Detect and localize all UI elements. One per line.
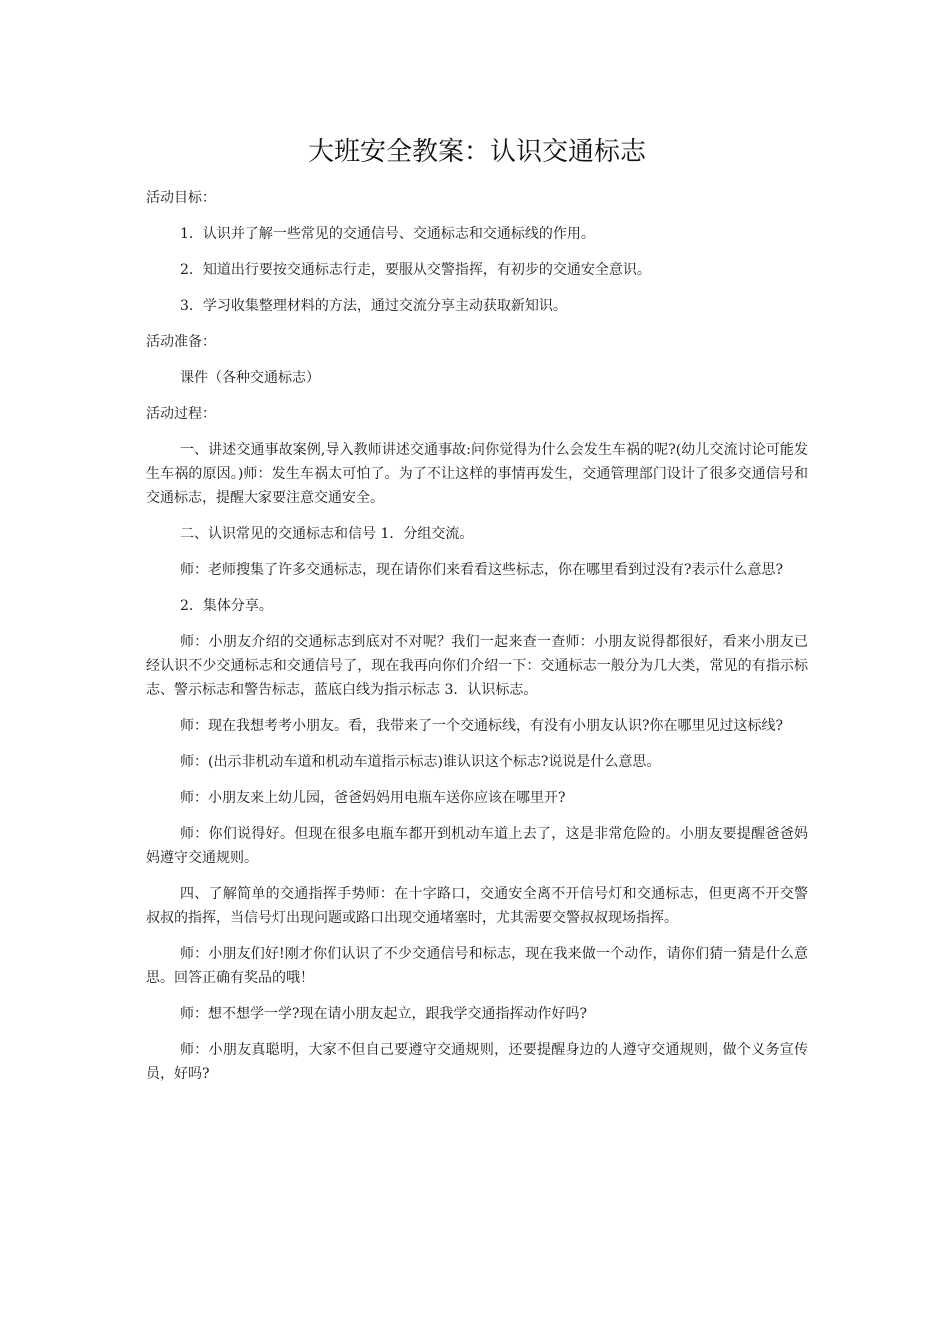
paragraph: 师：老师搜集了许多交通标志，现在请你们来看看这些标志，你在哪里看到过没有?表示什么意思? xyxy=(180,562,784,578)
paragraph: 师：(出示非机动车道和机动车道指示标志)谁认识这个标志?说说是什么意思。 xyxy=(180,754,661,770)
paragraph: 二、认识常见的交通标志和信号 1．分组交流。 xyxy=(180,526,474,542)
paragraph: 2．集体分享。 xyxy=(180,598,273,614)
paragraph: 师：小朋友们好!刚才你们认识了不少交通信号和标志，现在我来做一个动作，请你们猜一猜是什么意思。回答正确有奖品的哦！ xyxy=(146,946,808,986)
section-heading: 活动准备： xyxy=(146,334,216,350)
paragraph: 1．认识并了解一些常见的交通信号、交通标志和交通标线的作用。 xyxy=(180,226,595,242)
paragraph: 师：现在我想考考小朋友。看，我带来了一个交通标线，有没有小朋友认识?你在哪里见过这标线? xyxy=(180,718,784,734)
paragraph: 四、了解简单的交通指挥手势师：在十字路口，交通安全离不开信号灯和交通标志，但更离不开交警叔叔的指挥，当信号灯出现问题或路口出现交通堵塞时，尤其需要交警叔叔现场指挥。 xyxy=(146,886,808,926)
paragraph: 师：小朋友来上幼儿园，爸爸妈妈用电瓶车送你应该在哪里开? xyxy=(180,790,566,806)
paragraph: 2．知道出行要按交通标志行走，要服从交警指挥，有初步的交通安全意识。 xyxy=(180,262,651,278)
document-body xyxy=(146,186,808,1086)
paragraph: 师：想不想学一学?现在请小朋友起立，跟我学交通指挥动作好吗? xyxy=(180,1006,588,1022)
section-heading: 活动过程： xyxy=(146,406,216,422)
paragraph: 3．学习收集整理材料的方法，通过交流分享主动获取新知识。 xyxy=(180,298,567,314)
document-title: 大班安全教案：认识交通标志 xyxy=(307,137,646,167)
section-heading: 活动目标： xyxy=(146,190,216,206)
paragraph: 一、讲述交通事故案例,导入教师讲述交通事故:问你觉得为什么会发生车祸的呢?(幼儿交流讨论可能发生车祸的原因。)师：发生车祸太可怕了。为了不让这样的事情再发生，交通管理部门设计了很多交通信号和交通标志，提醒大家要注意交通安全。 xyxy=(146,442,808,506)
paragraph: 师：你们说得好。但现在很多电瓶车都开到机动车道上去了，这是非常危险的。小朋友要提醒爸爸妈妈遵守交通规则。 xyxy=(146,826,808,866)
document-page xyxy=(146,132,808,1098)
paragraph: 师：小朋友真聪明，大家不但自己要遵守交通规则，还要提醒身边的人遵守交通规则，做个义务宣传员，好吗? xyxy=(146,1042,808,1082)
paragraph: 课件（各种交通标志） xyxy=(180,370,320,386)
paragraph: 师：小朋友介绍的交通标志到底对不对呢？我们一起来查一查师：小朋友说得都很好，看来小朋友已经认识不少交通标志和交通信号了，现在我再向你们介绍一下：交通标志一般分为几大类，常见的有指示标志、警示标志和警告标志，蓝底白线为指示标志 3．认识标志。 xyxy=(146,634,808,698)
